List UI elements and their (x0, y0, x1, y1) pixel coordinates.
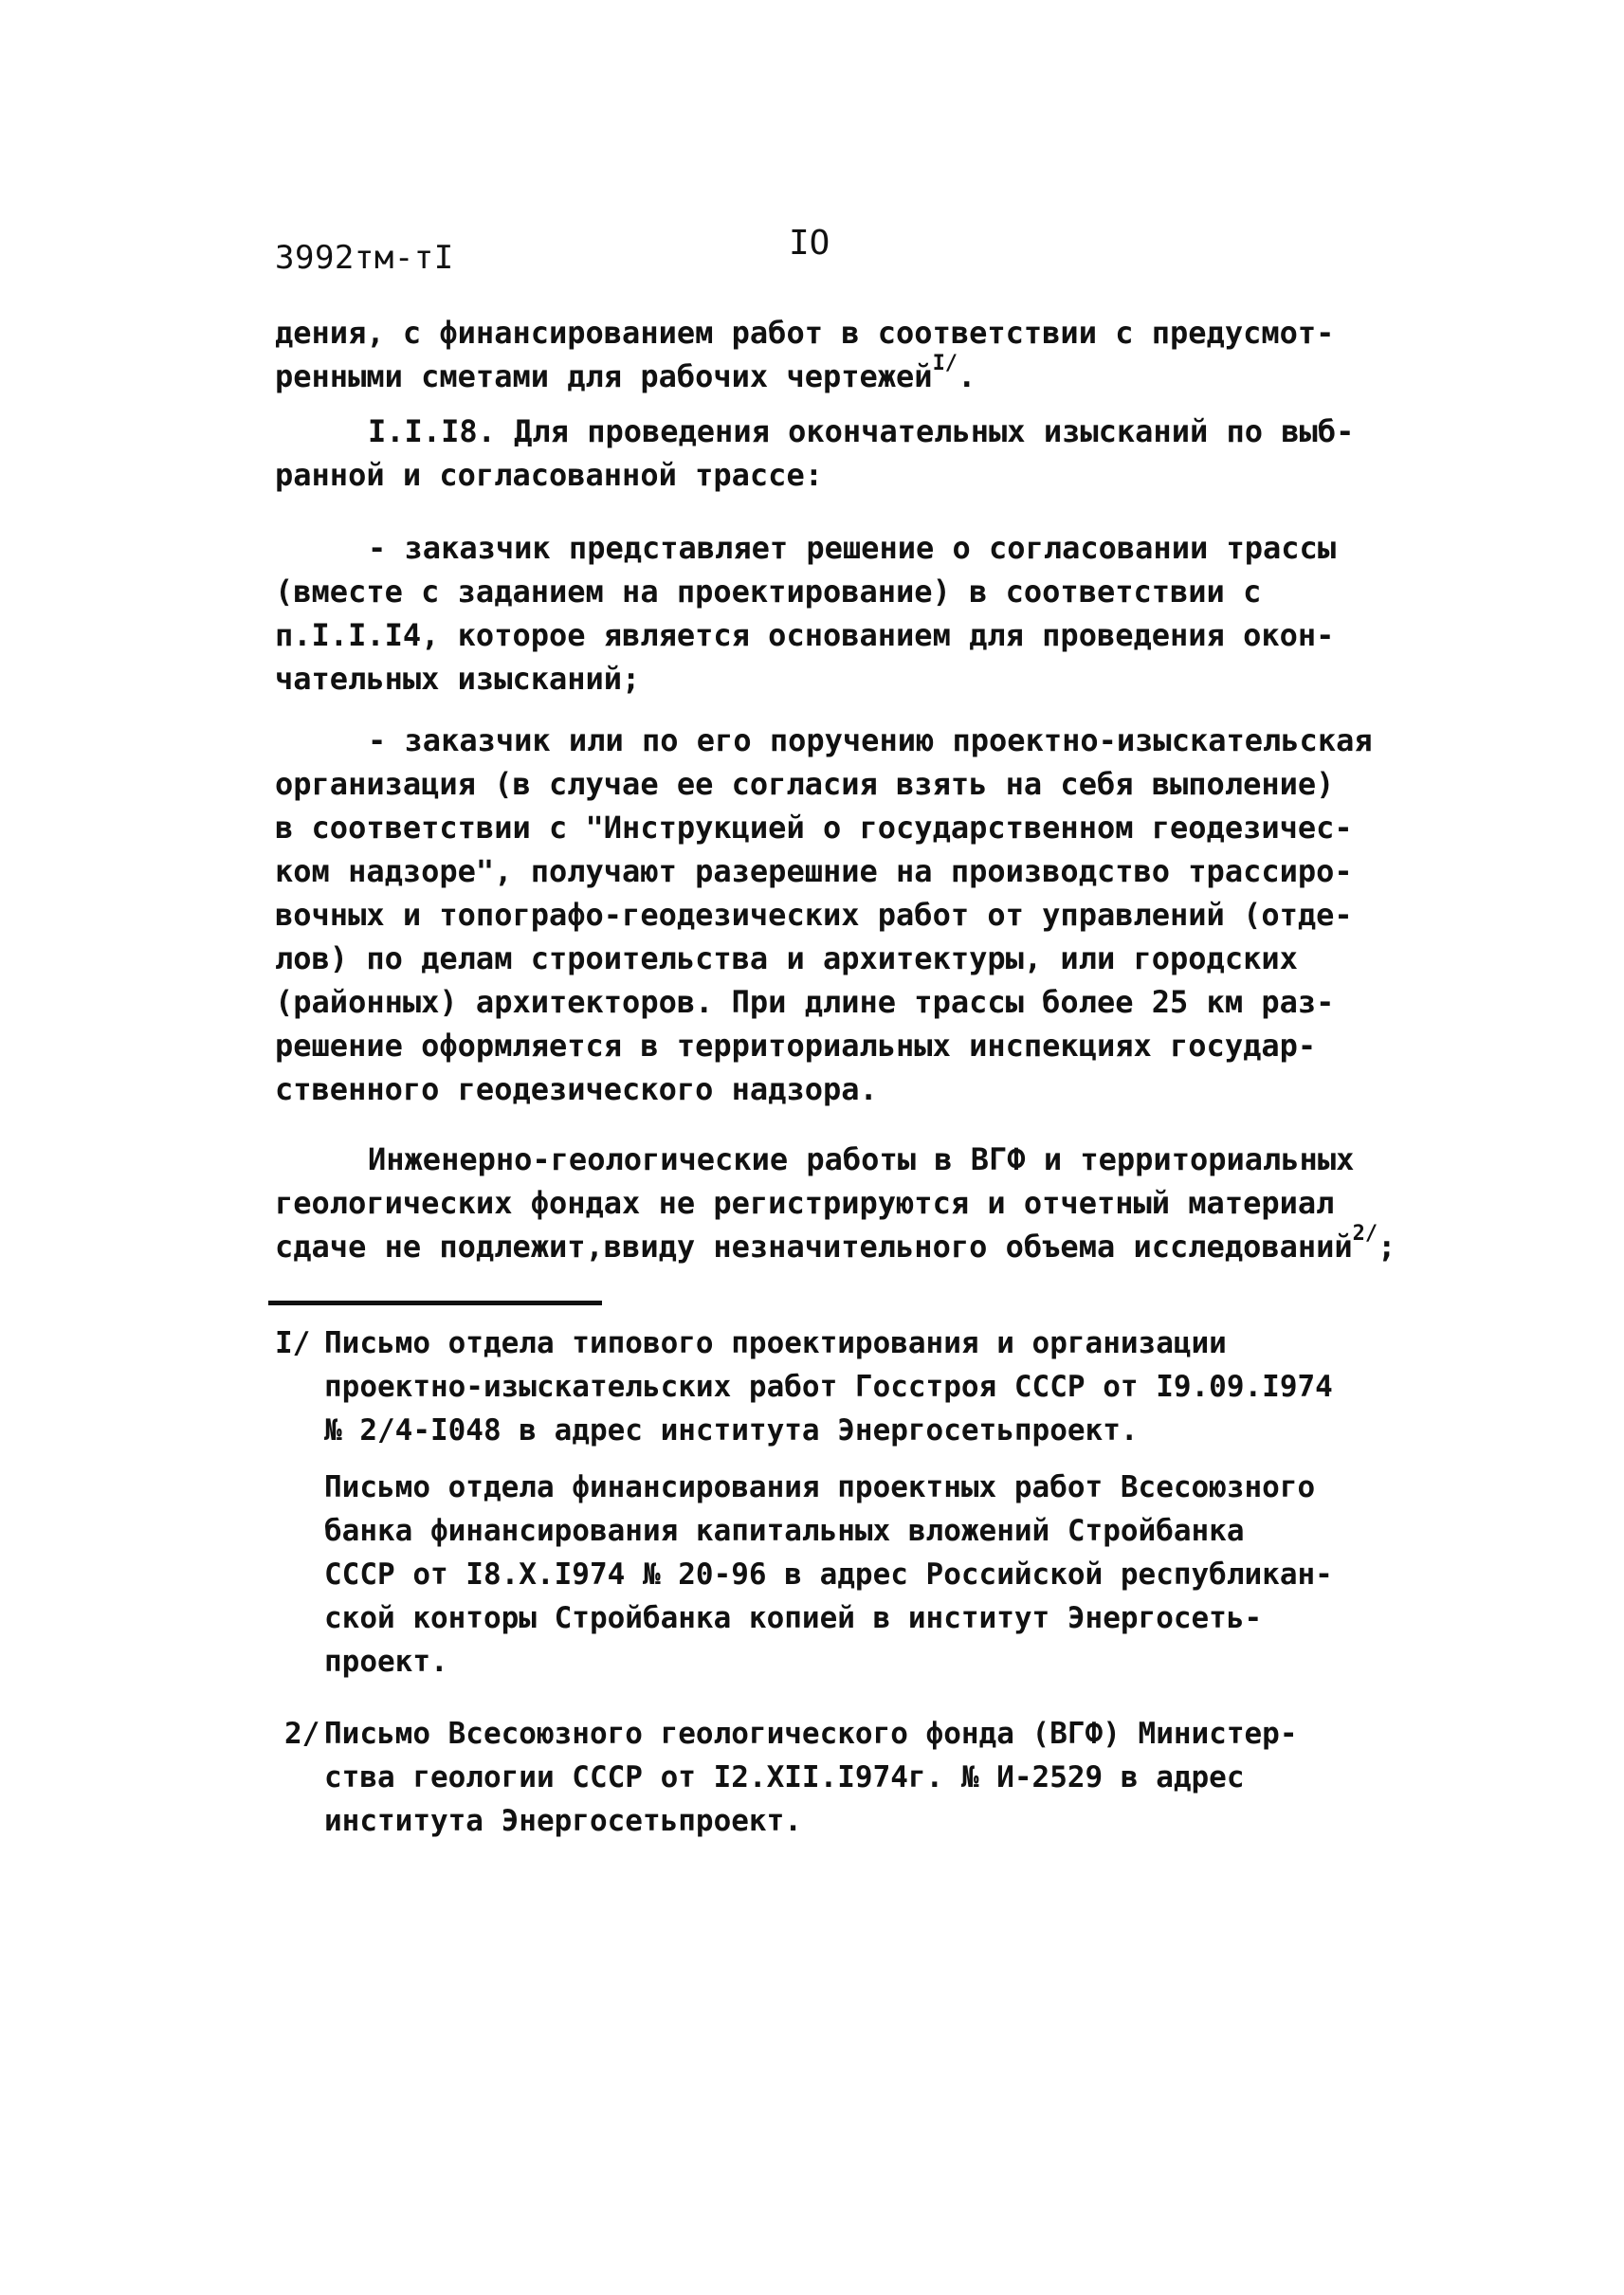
paragraph-end-punct: ; (1378, 1229, 1396, 1265)
paragraph-line (275, 410, 1394, 453)
footnote-1-continuation (324, 1466, 1396, 1684)
document-code: 3992тм-тI (275, 239, 454, 277)
paragraph-line (275, 526, 1394, 570)
footnote-marker-2: 2/ (284, 1717, 320, 1751)
paragraph-line: (вместе с заданием на проектирование) в соответствии с (275, 574, 1262, 610)
footnote-text-2 (324, 1712, 1298, 1843)
footnote-line: банка финансирования капитальных вложений Стройбанка (324, 1514, 1245, 1548)
footnote-separator (268, 1301, 602, 1305)
paragraph-5 (275, 1138, 1394, 1268)
paragraph-line: дения, с финансированием работ в соответствии с предусмот- (275, 315, 1335, 351)
paragraph-line-text: - заказчик представляет решение о согласовании трассы (368, 530, 1337, 566)
footnote-marker-1: I/ (275, 1326, 311, 1360)
footnote-line: института Энергосетьпроект. (324, 1804, 802, 1838)
paragraph-line: лов) по делам строительства и архитектуры, или городских (275, 940, 1298, 976)
footnote-reference-1: I/ (932, 352, 958, 375)
paragraph-line: организация (в случае ее согласия взять на себя выполение) (275, 766, 1335, 802)
paragraph-line: п.I.I.I4, которое является основанием для проведения окон- (275, 617, 1335, 653)
footnote-line: ства геологии СССР от I2.XII.I974г. № И-2529 в адрес (324, 1760, 1245, 1794)
paragraph-line: в соответствии с "Инструкцией о государственном геодезичес- (275, 810, 1353, 846)
page-number: IO (789, 224, 830, 263)
footnote-1 (275, 1321, 1394, 1464)
paragraph-1 (275, 311, 1394, 398)
paragraph-line-text: ренными сметами для рабочих чертежей (275, 358, 933, 394)
paragraph-line: чательных изысканий; (275, 661, 641, 697)
paragraph-line: решение оформляется в территориальных инспекциях государ- (275, 1028, 1317, 1064)
paragraph-3 (275, 526, 1394, 701)
footnote-line: проект. (324, 1645, 448, 1679)
footnote-line: ской конторы Стройбанка копией в институт Энергосеть- (324, 1601, 1263, 1635)
paragraph-line-text: - заказчик или по его поручению проектно-изыскательская (368, 722, 1373, 758)
paragraph-line (275, 1222, 1396, 1268)
paragraph-end-punct: . (958, 358, 976, 394)
paragraph-line: геологических фондах не регистрируются и отчетный материал (275, 1185, 1335, 1221)
paragraph-line: ственного геодезического надзора. (275, 1071, 878, 1107)
paragraph-2 (275, 410, 1394, 497)
paragraph-line: (районных) архитекторов. При длине трассы более 25 км раз- (275, 984, 1335, 1020)
footnote-line: СССР от I8.X.I974 № 20-96 в адрес Российской республикан- (324, 1557, 1333, 1592)
paragraph-line-text: I.I.I8. Для проведения окончательных изысканий по выб- (368, 413, 1355, 449)
footnote-line: Письмо отдела финансирования проектных работ Всесоюзного (324, 1470, 1316, 1504)
paragraph-line (275, 719, 1394, 762)
footnote-line: № 2/4-I048 в адрес института Энергосетьпроект. (324, 1413, 1139, 1448)
paragraph-line (275, 352, 1394, 398)
footnote-line: проектно-изыскательских работ Госстроя СССР от I9.09.I974 (324, 1370, 1333, 1404)
paragraph-line-text: Инженерно-геологические работы в ВГФ и территориальных (368, 1141, 1355, 1177)
paragraph-line (275, 1138, 1394, 1181)
footnote-reference-2: 2/ (1352, 1222, 1378, 1246)
footnote-2 (284, 1712, 1403, 1854)
paragraph-line: ранной и согласованной трассе: (275, 457, 823, 493)
paragraph-line-text: сдаче не подлежит,ввиду незначительного объема исследований (275, 1229, 1353, 1265)
paragraph-4 (275, 719, 1394, 1111)
paragraph-line: ком надзоре", получают разерешние на производство трассиро- (275, 853, 1353, 889)
footnote-text-1 (324, 1321, 1333, 1452)
footnote-line: Письмо отдела типового проектирования и организации (324, 1326, 1227, 1360)
footnote-line: Письмо Всесоюзного геологического фонда (ВГФ) Министер- (324, 1717, 1298, 1751)
paragraph-line: вочных и топографо-геодезических работ от управлений (отде- (275, 897, 1353, 933)
